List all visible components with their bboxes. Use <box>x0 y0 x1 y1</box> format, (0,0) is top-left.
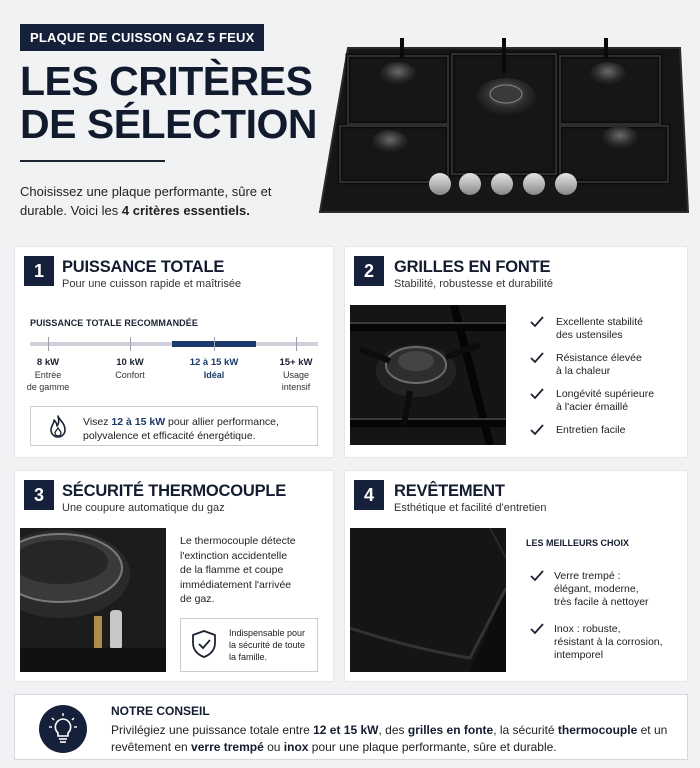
page-title <box>20 60 317 146</box>
subtitle-text: Choisissez une plaque performante, sûre et durable. Voici les <box>20 184 272 218</box>
card1-number: 1 <box>24 256 54 286</box>
stop-value: 10 kW <box>116 357 144 368</box>
advice-emphasis: inox <box>283 740 309 754</box>
advice-segment: pour une plaque performante, sûre et durable. <box>308 740 557 754</box>
thermocouple-description <box>180 534 330 607</box>
card3-title: SÉCURITÉ THERMOCOUPLE <box>62 482 287 500</box>
gas-hob-image <box>318 34 690 216</box>
card4-subtitle: Esthétique et facilité d'entretien <box>394 502 547 514</box>
stop-value: 8 kW <box>36 357 60 368</box>
glass-surface-photo <box>350 528 506 672</box>
list-item <box>530 388 680 414</box>
check-icon <box>530 316 544 328</box>
list-item <box>530 352 680 378</box>
shield-check-icon <box>191 629 217 659</box>
advice-emphasis: 12 et 15 kW <box>313 723 379 737</box>
advice-title: NOTRE CONSEIL <box>111 704 210 718</box>
scale-tick <box>130 337 131 351</box>
check-text: des ustensiles <box>556 329 623 341</box>
stop-caption: Usage <box>282 370 309 380</box>
stop-caption: intensif <box>281 382 311 392</box>
check-icon <box>530 388 544 400</box>
check-icon <box>530 424 544 436</box>
stop-caption: Idéal <box>203 370 225 380</box>
advice-emphasis: verre trempé <box>191 740 264 754</box>
tip-text-a: Visez <box>83 416 112 428</box>
safety-note-line: la sécurité de toute <box>229 640 306 650</box>
check-icon <box>530 570 544 582</box>
scale-stop-ideal <box>174 357 254 381</box>
stop-caption: Confort <box>115 370 145 380</box>
check-text: Entretien facile <box>556 424 626 436</box>
scale-label: PUISSANCE TOTALE RECOMMANDÉE <box>30 318 198 328</box>
card3-number: 3 <box>24 480 54 510</box>
stop-caption: Entrée <box>34 370 62 380</box>
stop-value: 12 à 15 kW <box>189 357 239 368</box>
best-choices-label: LES MEILLEURS CHOIX <box>526 538 630 548</box>
scale-tick <box>48 337 49 351</box>
scale-stop-10kw <box>90 357 170 381</box>
lightbulb-icon <box>49 713 77 745</box>
list-item <box>530 316 680 342</box>
advice-emphasis: thermocouple <box>557 723 638 737</box>
advice-box <box>14 694 688 760</box>
scale-stop-15plus <box>256 357 336 393</box>
list-item <box>530 570 680 609</box>
tip-emphasis: 12 à 15 kW <box>111 416 166 428</box>
power-tip-box <box>30 406 318 446</box>
choice-text: élégant, moderne, <box>554 583 639 595</box>
advice-text <box>111 722 681 756</box>
choice-text: très facile à nettoyer <box>554 596 649 608</box>
description-line: immédiatement l'arrivée <box>180 578 292 591</box>
safety-note-line: la famille. <box>229 652 268 662</box>
revetement-choices-list <box>530 570 680 662</box>
advice-segment: et un revêtement en <box>111 723 668 754</box>
page-subtitle <box>20 182 310 220</box>
description-line: Le thermocouple détecte <box>180 535 296 547</box>
card4-title: REVÊTEMENT <box>394 482 505 500</box>
check-text: à la chaleur <box>556 365 611 377</box>
subtitle-emphasis: 4 critères essentiels. <box>121 203 250 218</box>
grilles-benefits-list <box>530 316 680 437</box>
card3-subtitle: Une coupure automatique du gaz <box>62 502 225 514</box>
advice-segment: , la sécurité <box>493 723 558 737</box>
choice-text: intemporel <box>554 649 604 661</box>
page-title-line2: DE SÉLECTION <box>20 101 317 147</box>
check-text: à l'acier émaillé <box>556 401 629 413</box>
advice-segment: Privilégiez une puissance totale entre <box>111 723 314 737</box>
stop-caption: de gamme <box>26 382 70 392</box>
safety-note-line: Indispensable pour <box>229 628 306 638</box>
scale-tick <box>296 337 297 351</box>
check-text: Résistance élevée <box>556 352 642 364</box>
list-item <box>530 424 680 437</box>
stop-value: 15+ kW <box>279 357 313 368</box>
safety-note-box <box>180 618 318 672</box>
card1-title: PUISSANCE TOTALE <box>62 258 225 276</box>
card2-subtitle: Stabilité, robustesse et durabilité <box>394 278 553 290</box>
check-icon <box>530 623 544 635</box>
description-line: l'extinction accidentelle <box>180 549 288 562</box>
advice-icon-circle <box>39 705 87 753</box>
power-tip-text <box>83 415 315 443</box>
scale-tick <box>214 337 215 351</box>
card2-title: GRILLES EN FONTE <box>394 258 551 276</box>
cast-iron-grate-photo <box>350 305 506 445</box>
title-divider <box>20 160 165 162</box>
description-line: de gaz. <box>180 593 215 605</box>
header-badge: PLAQUE DE CUISSON GAZ 5 FEUX <box>20 24 264 51</box>
description-line: de la flamme et coupe <box>180 564 284 576</box>
check-text: Excellente stabilité <box>556 316 643 328</box>
thermocouple-photo <box>20 528 166 672</box>
choice-text: Inox : robuste, <box>554 623 621 635</box>
check-text: Longévité supérieure <box>556 388 655 400</box>
advice-segment: ou <box>263 740 284 754</box>
list-item <box>530 623 680 662</box>
flame-icon <box>47 415 69 439</box>
advice-segment: , des <box>378 723 408 737</box>
choice-text: Verre trempé : <box>554 570 621 582</box>
card1-subtitle: Pour une cuisson rapide et maîtrisée <box>62 278 242 290</box>
choice-text: résistant à la corrosion, <box>554 636 663 648</box>
check-icon <box>530 352 544 364</box>
scale-stop-8kw <box>8 357 88 393</box>
card4-number: 4 <box>354 480 384 510</box>
advice-emphasis: grilles en fonte <box>407 723 494 737</box>
card2-number: 2 <box>354 256 384 286</box>
page-title-line1: LES CRITÈRES <box>20 58 313 104</box>
tip-text-c: pour allier performance, polyvalence et efficacité énergétique. <box>83 416 279 442</box>
